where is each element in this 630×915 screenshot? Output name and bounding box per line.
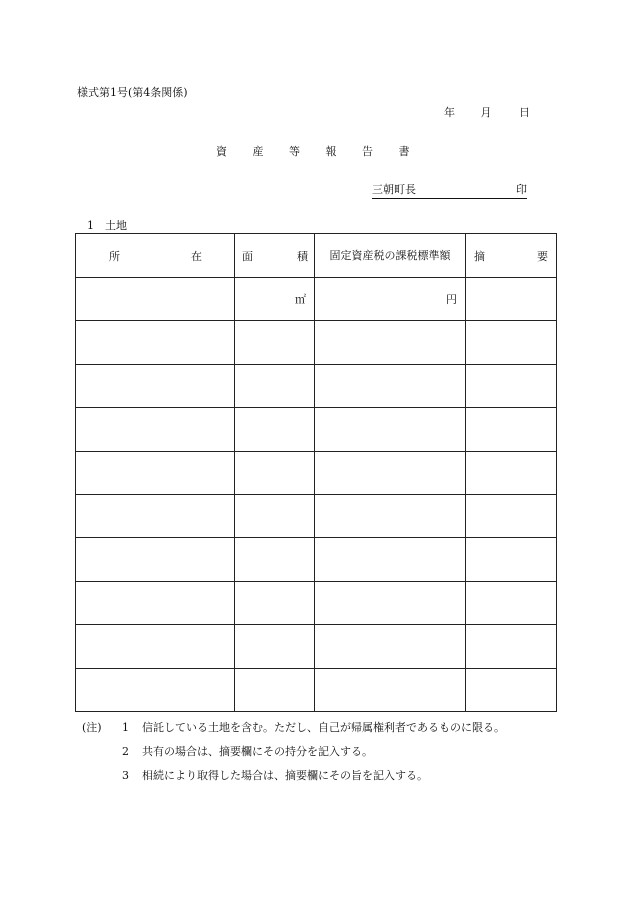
table-row xyxy=(76,364,557,407)
column-header-text: 所 xyxy=(109,249,120,263)
table-row xyxy=(76,451,557,494)
note-item xyxy=(82,716,505,740)
table-row xyxy=(76,278,557,321)
area-cell[interactable] xyxy=(235,321,315,364)
area-cell[interactable] xyxy=(235,494,315,537)
column-header-text: 在 xyxy=(191,249,202,263)
page-title xyxy=(216,143,410,159)
tax-value-cell[interactable] xyxy=(315,581,466,624)
area-cell[interactable] xyxy=(235,625,315,668)
title-char: 報 xyxy=(325,145,337,158)
area-cell[interactable] xyxy=(235,581,315,624)
table-row xyxy=(76,321,557,364)
title-char: 書 xyxy=(398,145,410,158)
column-header-text: 積 xyxy=(297,249,308,263)
remarks-cell[interactable] xyxy=(466,408,557,451)
land-table xyxy=(75,233,557,712)
tax-value-cell[interactable] xyxy=(315,408,466,451)
addressee-name: 三朝町長 xyxy=(372,183,416,196)
location-cell[interactable] xyxy=(76,278,235,321)
note-number: 1 xyxy=(122,721,129,734)
tax-value-cell[interactable] xyxy=(315,538,466,581)
remarks-cell[interactable] xyxy=(466,321,557,364)
location-cell[interactable] xyxy=(76,364,235,407)
column-header-text: 要 xyxy=(537,249,548,263)
tax-value-cell[interactable] xyxy=(315,278,466,321)
location-cell[interactable] xyxy=(76,538,235,581)
table-header-row xyxy=(76,234,557,278)
remarks-cell[interactable] xyxy=(466,494,557,537)
note-number: 3 xyxy=(122,769,129,782)
column-header-text: 面 xyxy=(242,249,253,263)
date-day: 日 xyxy=(519,106,530,119)
table-row xyxy=(76,494,557,537)
tax-value-cell[interactable] xyxy=(315,451,466,494)
column-header-tax-value xyxy=(315,234,466,278)
area-cell[interactable] xyxy=(235,408,315,451)
tax-value-cell[interactable] xyxy=(315,494,466,537)
tax-value-cell[interactable] xyxy=(315,625,466,668)
note-text: 共有の場合は、摘要欄にその持分を記入する。 xyxy=(142,745,373,758)
area-cell[interactable] xyxy=(235,451,315,494)
column-header-text: 固定資産税の課税標準額 xyxy=(329,249,451,262)
area-cell[interactable] xyxy=(235,278,315,321)
tax-value-cell[interactable] xyxy=(315,364,466,407)
note-item xyxy=(82,740,505,764)
column-header-text: 摘 xyxy=(474,249,485,263)
notes-label: (注) xyxy=(82,721,102,734)
area-cell[interactable] xyxy=(235,538,315,581)
location-cell[interactable] xyxy=(76,408,235,451)
tax-value-cell[interactable] xyxy=(315,668,466,711)
form-number: 様式第1号(第4条関係) xyxy=(77,86,188,99)
tax-value-cell[interactable] xyxy=(315,321,466,364)
remarks-cell[interactable] xyxy=(466,625,557,668)
column-header-remarks xyxy=(466,234,557,278)
location-cell[interactable] xyxy=(76,321,235,364)
table-row xyxy=(76,538,557,581)
seal-mark: 印 xyxy=(516,183,527,196)
note-text: 信託している土地を含む。ただし、自己が帰属権利者であるものに限る。 xyxy=(142,721,505,734)
location-cell[interactable] xyxy=(76,451,235,494)
area-cell[interactable] xyxy=(235,668,315,711)
title-char: 告 xyxy=(362,145,373,158)
remarks-cell[interactable] xyxy=(466,668,557,711)
date-line xyxy=(444,104,530,120)
addressee-line xyxy=(372,181,527,199)
note-item xyxy=(82,764,505,788)
location-cell[interactable] xyxy=(76,581,235,624)
column-header-area xyxy=(235,234,315,278)
table-row xyxy=(76,668,557,711)
date-year: 年 xyxy=(444,106,455,119)
area-unit: ㎡ xyxy=(295,293,306,307)
column-header-location xyxy=(76,234,235,278)
remarks-cell[interactable] xyxy=(466,538,557,581)
remarks-cell[interactable] xyxy=(466,451,557,494)
table-row xyxy=(76,625,557,668)
title-char: 資 xyxy=(216,145,227,158)
yen-unit: 円 xyxy=(446,293,457,307)
note-text: 相続により取得した場合は、摘要欄にその旨を記入する。 xyxy=(142,769,428,782)
remarks-cell[interactable] xyxy=(466,364,557,407)
title-char: 等 xyxy=(289,145,300,158)
location-cell[interactable] xyxy=(76,625,235,668)
section-heading: 1 土地 xyxy=(87,219,127,232)
note-number: 2 xyxy=(122,745,129,758)
notes xyxy=(82,716,505,788)
location-cell[interactable] xyxy=(76,668,235,711)
table-row xyxy=(76,581,557,624)
remarks-cell[interactable] xyxy=(466,581,557,624)
remarks-cell[interactable] xyxy=(466,278,557,321)
location-cell[interactable] xyxy=(76,494,235,537)
table-row xyxy=(76,408,557,451)
area-cell[interactable] xyxy=(235,364,315,407)
title-char: 産 xyxy=(252,145,264,158)
date-month: 月 xyxy=(480,106,492,119)
